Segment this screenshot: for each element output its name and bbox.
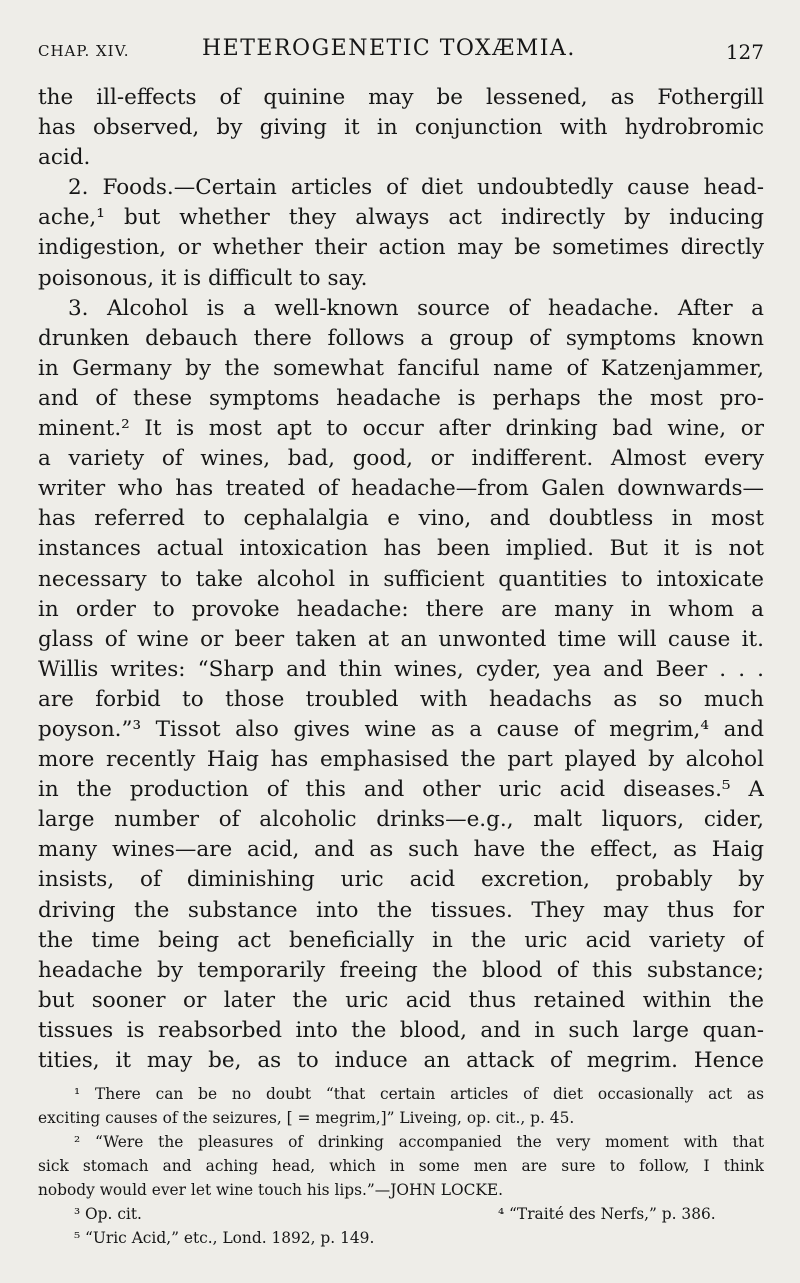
page-number: 127 [725, 40, 764, 64]
footnote-2-line: sick stomach and aching head, which in some men are sure to follow, I think [38, 1157, 764, 1175]
text-line: the ill-effects of quinine may be lessened, as Fothergill [38, 85, 764, 110]
text-line: insists, of diminishing uric acid excretion, probably by [38, 867, 764, 893]
footnote-1-line: exciting causes of the seizures, [ = megrim,]” Liveing, op. cit., p. 45. [38, 1109, 575, 1127]
footnote-3: ³ Op. cit. [74, 1205, 142, 1223]
text-line: necessary to take alcohol in sufficient quantities to intoxicate [38, 566, 764, 592]
footnote-2-line: nobody would ever let wine touch his lips.”—JOHN LOCKE. [38, 1181, 503, 1199]
text-line: instances actual intoxication has been implied. But it is not [38, 536, 764, 562]
text-line: glass of wine or beer taken at an unwonted time will cause it. [38, 626, 764, 652]
text-line: Willis writes: “Sharp and thin wines, cyder, yea and Beer . . . [38, 656, 764, 682]
footnote-3-4-line [38, 1202, 764, 1226]
text-line: tissues is reabsorbed into the blood, and in such large quan- [38, 1017, 764, 1043]
footnote-5: ⁵ “Uric Acid,” etc., Lond. 1892, p. 149. [74, 1229, 375, 1247]
text-line: poyson.”³ Tissot also gives wine as a cause of megrim,⁴ and [38, 716, 764, 742]
text-line: large number of alcoholic drinks—e.g., malt liquors, cider, [38, 807, 764, 833]
text-line: and of these symptoms headache is perhaps the most pro- [38, 385, 764, 411]
text-line: many wines—are acid, and as such have the effect, as Haig [38, 837, 764, 863]
text-line: has referred to cephalalgia e vino, and doubtless in most [38, 506, 764, 532]
text-line: minent.² It is most apt to occur after drinking bad wine, or [38, 416, 764, 442]
text-line: writer who has treated of headache—from Galen downwards— [38, 476, 764, 502]
text-line: has observed, by giving it in conjunction with hydrobromic [38, 115, 764, 141]
text-line: in the production of this and other uric acid diseases.⁵ A [38, 777, 764, 803]
text-line: in Germany by the somewhat fanciful name of Katzenjammer, [38, 355, 764, 381]
text-line: but sooner or later the uric acid thus retained within the [38, 987, 764, 1013]
running-title: HETEROGENETIC TOXÆMIA. [202, 36, 576, 61]
text-line: headache by temporarily freeing the blood of this substance; [38, 957, 764, 983]
text-line: driving the substance into the tissues. They may thus for [38, 897, 764, 923]
text-line: poisonous, it is difficult to say. [38, 265, 368, 291]
footnote-4: ⁴ “Traité des Nerfs,” p. 386. [498, 1205, 716, 1223]
text-line: more recently Haig has emphasised the part played by alcohol [38, 747, 764, 773]
footnote-2-line: ² “Were the pleasures of drinking accompanied the very moment with that [74, 1133, 764, 1151]
text-line: are forbid to those troubled with headachs as so much [38, 686, 764, 712]
text-line: tities, it may be, as to induce an attack of megrim. Hence [38, 1048, 764, 1073]
text-line: in order to provoke headache: there are many in whom a [38, 596, 764, 622]
body-text [38, 83, 764, 1076]
text-line: indigestion, or whether their action may be sometimes directly [38, 235, 764, 261]
running-head [38, 36, 764, 66]
text-line: ache,¹ but whether they always act indirectly by inducing [38, 205, 764, 231]
text-line: drunken debauch there follows a group of symptoms known [38, 325, 764, 351]
text-line: 3. Alcohol is a well-known source of headache. After a [68, 295, 764, 321]
footnotes [38, 1082, 764, 1250]
text-line: 2. Foods.—Certain articles of diet undoubtedly cause head- [68, 175, 764, 201]
text-line: acid. [38, 145, 91, 171]
text-line: a variety of wines, bad, good, or indifferent. Almost every [38, 446, 764, 472]
footnote-1-line: ¹ There can be no doubt “that certain articles of diet occasionally act as [74, 1085, 764, 1103]
chapter-label: CHAP. XIV. [38, 42, 130, 60]
text-line: the time being act beneficially in the uric acid variety of [38, 927, 764, 953]
